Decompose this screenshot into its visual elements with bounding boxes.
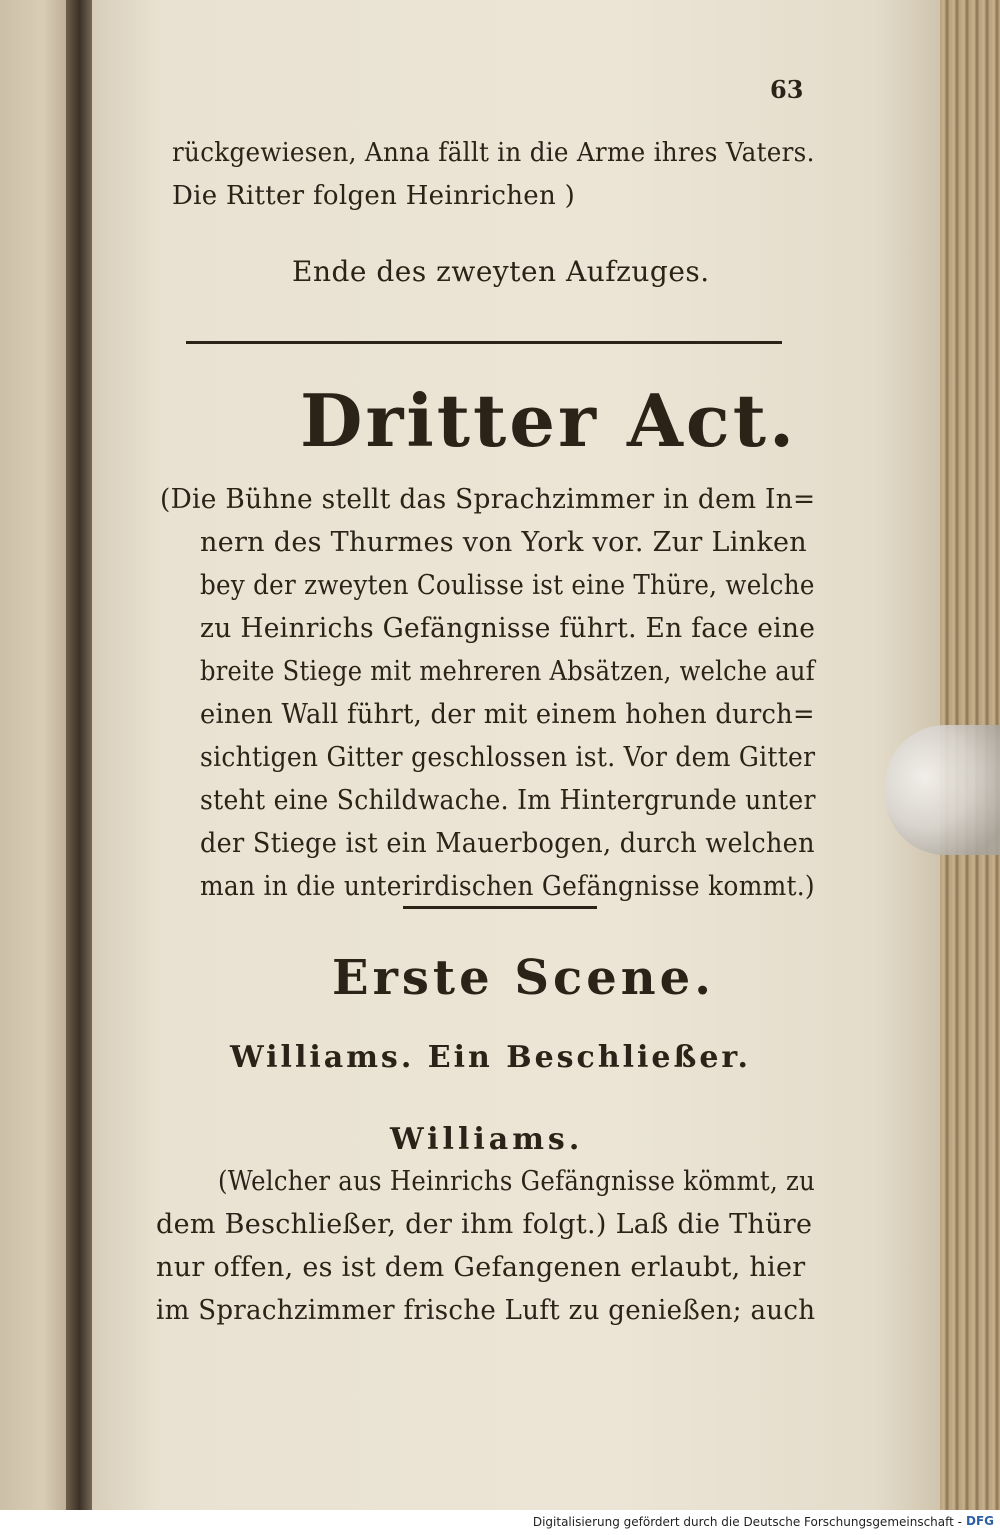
character-list: Williams. Ein Beschließer. [230, 1040, 751, 1075]
dialogue-line-3: nur offen, es ist dem Gefangenen erlaubt, hier [156, 1252, 806, 1283]
stage-direction-line-8: steht eine Schildwache. Im Hintergrunde unter [200, 785, 816, 816]
dialogue-line-4: im Sprachzimmer frische Luft zu genießen; auch [156, 1295, 816, 1326]
stage-direction-line-10: man in die unterirdischen Gefängnisse kommt.) [200, 871, 815, 902]
closing-line-1: rückgewiesen, Anna fällt in die Arme ihres Vaters. [172, 138, 815, 168]
stage-direction-line-3: bey der zweyten Coulisse ist eine Thüre, welche [200, 570, 815, 601]
act-end-line: Ende des zweyten Aufzuges. [292, 255, 710, 288]
dialogue-line-2: dem Beschließer, der ihm folgt.) Laß die Thüre [156, 1209, 813, 1240]
digitization-footer [0, 1510, 1000, 1535]
previous-page-edge [0, 0, 72, 1510]
stage-direction-line-6: einen Wall führt, der mit einem hohen durch= [200, 699, 815, 730]
closing-line-2: Die Ritter folgen Heinrichen ) [172, 181, 576, 211]
stage-direction-line-1: (Die Bühne stellt das Sprachzimmer in dem In= [160, 484, 816, 515]
speaker-name: Williams. [390, 1122, 584, 1157]
stage-direction-line-4: zu Heinrichs Gefängnisse führt. En face eine [200, 613, 816, 644]
act-title: Dritter Act. [300, 378, 798, 463]
glass-page-holder [885, 725, 1000, 855]
funding-credit: Digitalisierung gefördert durch die Deutsche Forschungsgemeinschaft - [532, 1515, 962, 1529]
scene-title: Erste Scene. [332, 950, 715, 1006]
stage-direction-line-9: der Stiege ist ein Mauerbogen, durch welchen [200, 828, 815, 859]
dfg-logo: DFG [965, 1514, 994, 1528]
section-rule-long [186, 341, 782, 344]
section-rule-short [403, 906, 597, 909]
page-number: 63 [770, 75, 804, 104]
stage-direction-line-7: sichtigen Gitter geschlossen ist. Vor dem Gitter [200, 742, 816, 773]
stage-direction-line-5: breite Stiege mit mehreren Absätzen, welche auf [200, 656, 815, 687]
dialogue-line-1: (Welcher aus Heinrichs Gefängnisse kömmt, zu [218, 1166, 816, 1197]
stage-direction-line-2: nern des Thurmes von York vor. Zur Linken [200, 527, 807, 558]
